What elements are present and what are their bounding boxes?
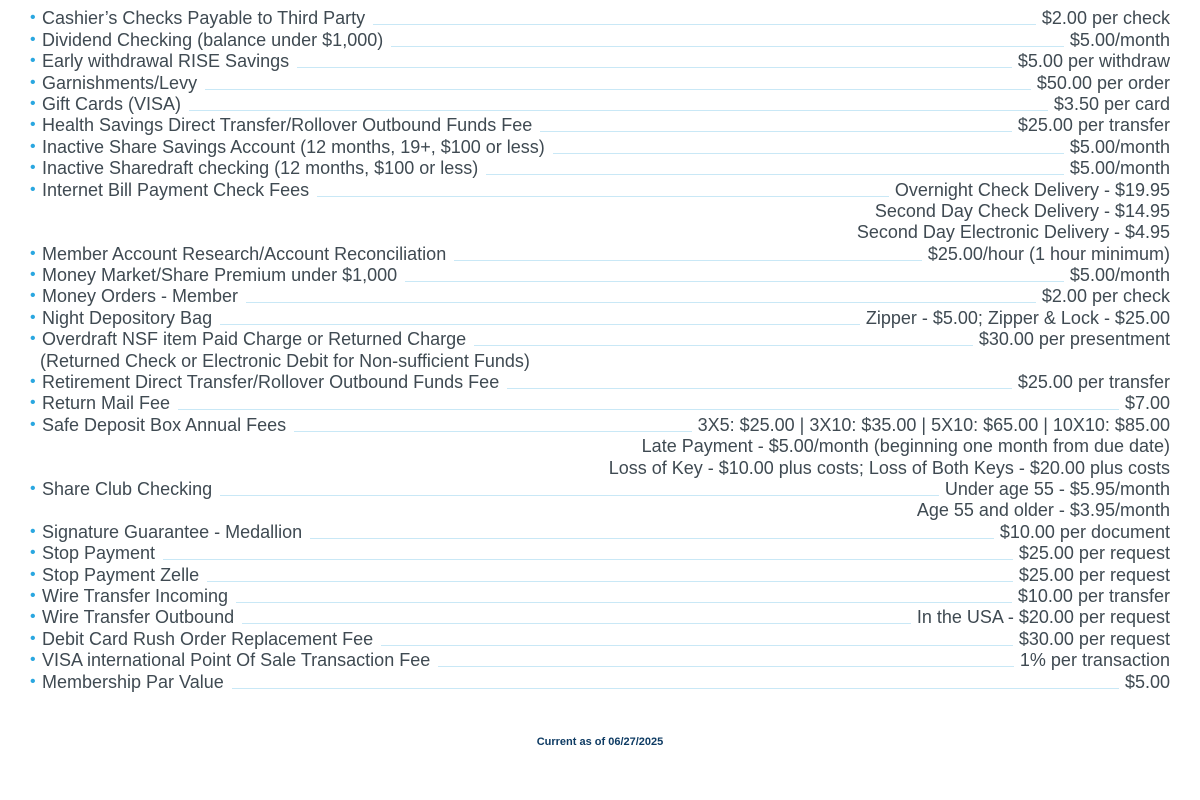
fee-label: Night Depository Bag	[42, 307, 213, 328]
fee-value: $25.00/hour (1 hour minimum)	[927, 243, 1170, 264]
fee-value: Under age 55 - $5.95/month	[944, 478, 1170, 499]
fee-value: $5.00/month	[1069, 265, 1170, 286]
fee-label: Member Account Research/Account Reconciliation	[42, 243, 447, 264]
bullet-icon: •	[30, 116, 36, 134]
bullet-icon: •	[30, 586, 36, 604]
fee-label: Cashier’s Checks Payable to Third Party	[42, 8, 366, 29]
bullet-icon: •	[30, 544, 36, 562]
bullet-icon: •	[30, 415, 36, 433]
fee-sublabel: (Returned Check or Electronic Debit for Non-sufficient Funds)	[40, 350, 530, 371]
fee-value: $2.00 per check	[1041, 8, 1170, 29]
fee-row	[30, 607, 1170, 628]
fee-value-continuation	[30, 436, 1170, 457]
fee-value-continuation	[30, 457, 1170, 478]
bullet-icon: •	[30, 137, 36, 155]
dotted-leader	[486, 174, 1064, 175]
fee-label: Stop Payment Zelle	[42, 564, 200, 585]
fee-value: $7.00	[1124, 393, 1170, 414]
fee-label: Retirement Direct Transfer/Rollover Outbound Funds Fee	[42, 372, 500, 393]
fee-list	[30, 8, 1170, 693]
fee-value: $2.00 per check	[1041, 286, 1170, 307]
fee-label: Wire Transfer Incoming	[42, 585, 229, 606]
fee-row	[30, 479, 1170, 500]
dotted-leader	[507, 388, 1012, 389]
fee-row	[30, 243, 1170, 264]
dotted-leader	[242, 623, 911, 624]
dotted-leader	[220, 495, 939, 496]
dotted-leader	[474, 345, 973, 346]
fee-value-continuation	[30, 222, 1170, 243]
fee-label: Dividend Checking (balance under $1,000)	[42, 29, 384, 50]
bullet-icon: •	[30, 565, 36, 583]
bullet-icon: •	[30, 266, 36, 284]
bullet-icon: •	[30, 244, 36, 262]
fee-label: Money Market/Share Premium under $1,000	[42, 265, 398, 286]
fee-value-extra: Second Day Electronic Delivery - $4.95	[856, 222, 1170, 243]
dotted-leader	[540, 131, 1012, 132]
dotted-leader	[220, 324, 860, 325]
fee-row	[30, 372, 1170, 393]
dotted-leader	[553, 153, 1064, 154]
bullet-icon: •	[30, 330, 36, 348]
fee-row	[30, 628, 1170, 649]
fee-label: Money Orders - Member	[42, 286, 239, 307]
fee-value: $10.00 per document	[999, 521, 1170, 542]
fee-row	[30, 136, 1170, 157]
fee-row	[30, 8, 1170, 29]
fee-row	[30, 329, 1170, 350]
fee-label: Garnishments/Levy	[42, 72, 198, 93]
dotted-leader	[189, 110, 1048, 111]
fee-row	[30, 521, 1170, 542]
fee-value: $25.00 per transfer	[1017, 372, 1170, 393]
fee-row	[30, 51, 1170, 72]
fee-value-extra: Age 55 and older - $3.95/month	[916, 500, 1170, 521]
dotted-leader	[205, 89, 1031, 90]
fee-value: $30.00 per presentment	[978, 329, 1170, 350]
fee-value: $5.00/month	[1069, 29, 1170, 50]
bullet-icon: •	[30, 373, 36, 391]
fee-row	[30, 650, 1170, 671]
fee-value: $30.00 per request	[1018, 628, 1170, 649]
fee-label: Return Mail Fee	[42, 393, 171, 414]
footer-date: Current as of 06/27/2025	[536, 736, 664, 748]
fee-label: Gift Cards (VISA)	[42, 93, 182, 114]
fee-row	[30, 307, 1170, 328]
dotted-leader	[246, 302, 1036, 303]
dotted-leader	[310, 538, 994, 539]
fee-row	[30, 543, 1170, 564]
fee-value: $50.00 per order	[1036, 72, 1170, 93]
bullet-icon: •	[30, 522, 36, 540]
bullet-icon: •	[30, 94, 36, 112]
dotted-leader	[232, 688, 1119, 689]
fee-value: $5.00/month	[1069, 158, 1170, 179]
dotted-leader	[317, 196, 889, 197]
dotted-leader	[454, 260, 922, 261]
fee-label: Inactive Share Savings Account (12 months, 19+, $100 or less)	[42, 136, 545, 157]
bullet-icon: •	[30, 672, 36, 690]
fee-value: $25.00 per request	[1018, 543, 1170, 564]
bullet-icon: •	[30, 9, 36, 27]
fee-value: $25.00 per transfer	[1017, 115, 1170, 136]
dotted-leader	[178, 409, 1119, 410]
fee-label: Share Club Checking	[42, 478, 213, 499]
fee-label: Internet Bill Payment Check Fees	[42, 179, 310, 200]
fee-label: Debit Card Rush Order Replacement Fee	[42, 628, 374, 649]
fee-label: Stop Payment	[42, 543, 156, 564]
fee-row	[30, 72, 1170, 93]
fee-label: Membership Par Value	[42, 671, 224, 692]
bullet-icon: •	[30, 159, 36, 177]
fee-value-extra: Loss of Key - $10.00 plus costs; Loss of Both Keys - $20.00 plus costs	[608, 457, 1170, 478]
bullet-icon: •	[30, 73, 36, 91]
fee-label: Overdraft NSF item Paid Charge or Returned Charge	[42, 329, 467, 350]
bullet-icon: •	[30, 287, 36, 305]
bullet-icon: •	[30, 629, 36, 647]
dotted-leader	[391, 46, 1064, 47]
dotted-leader	[381, 645, 1013, 646]
fee-label: Signature Guarantee - Medallion	[42, 521, 303, 542]
fee-value: Overnight Check Delivery - $19.95	[894, 179, 1170, 200]
fee-value-continuation	[30, 500, 1170, 521]
fee-row	[30, 586, 1170, 607]
fee-value: $5.00/month	[1069, 136, 1170, 157]
dotted-leader	[163, 559, 1013, 560]
fee-row	[30, 94, 1170, 115]
fee-value: 3X5: $25.00 | 3X10: $35.00 | 5X10: $65.00 | 10X10: $85.00	[697, 414, 1170, 435]
fee-value: $10.00 per transfer	[1017, 585, 1170, 606]
bullet-icon: •	[30, 608, 36, 626]
bullet-icon: •	[30, 30, 36, 48]
fee-label: Safe Deposit Box Annual Fees	[42, 414, 287, 435]
bullet-icon: •	[30, 651, 36, 669]
fee-row	[30, 29, 1170, 50]
fee-value: 1% per transaction	[1019, 650, 1170, 671]
bullet-icon: •	[30, 394, 36, 412]
bullet-icon: •	[30, 479, 36, 497]
bullet-icon: •	[30, 180, 36, 198]
fee-value: Zipper - $5.00; Zipper & Lock - $25.00	[865, 307, 1170, 328]
dotted-leader	[207, 581, 1013, 582]
fee-label: Inactive Sharedraft checking (12 months, $100 or less)	[42, 158, 479, 179]
fee-row	[30, 115, 1170, 136]
dotted-leader	[438, 666, 1014, 667]
fee-value-extra: Late Payment - $5.00/month (beginning one month from due date)	[641, 436, 1170, 457]
fee-row	[30, 564, 1170, 585]
bullet-icon: •	[30, 308, 36, 326]
fee-value: $5.00	[1124, 671, 1170, 692]
fee-row	[30, 393, 1170, 414]
dotted-leader	[405, 281, 1064, 282]
fee-label: Health Savings Direct Transfer/Rollover Outbound Funds Fee	[42, 115, 533, 136]
fee-row	[30, 414, 1170, 435]
fee-label: Early withdrawal RISE Savings	[42, 51, 290, 72]
fee-value: $3.50 per card	[1053, 93, 1170, 114]
fee-row	[30, 158, 1170, 179]
fee-value: $25.00 per request	[1018, 564, 1170, 585]
dotted-leader	[297, 67, 1012, 68]
fee-value: $5.00 per withdraw	[1017, 51, 1170, 72]
fee-row	[30, 179, 1170, 200]
fee-row	[30, 671, 1170, 692]
fee-row	[30, 286, 1170, 307]
dotted-leader	[236, 602, 1012, 603]
fee-label: Wire Transfer Outbound	[42, 607, 235, 628]
fee-value: In the USA - $20.00 per request	[916, 607, 1170, 628]
bullet-icon: •	[30, 52, 36, 70]
dotted-leader	[294, 431, 691, 432]
fee-value-continuation	[30, 201, 1170, 222]
fee-row	[30, 265, 1170, 286]
fee-label: VISA international Point Of Sale Transaction Fee	[42, 650, 431, 671]
dotted-leader	[373, 24, 1036, 25]
fee-value-extra: Second Day Check Delivery - $14.95	[874, 200, 1170, 221]
